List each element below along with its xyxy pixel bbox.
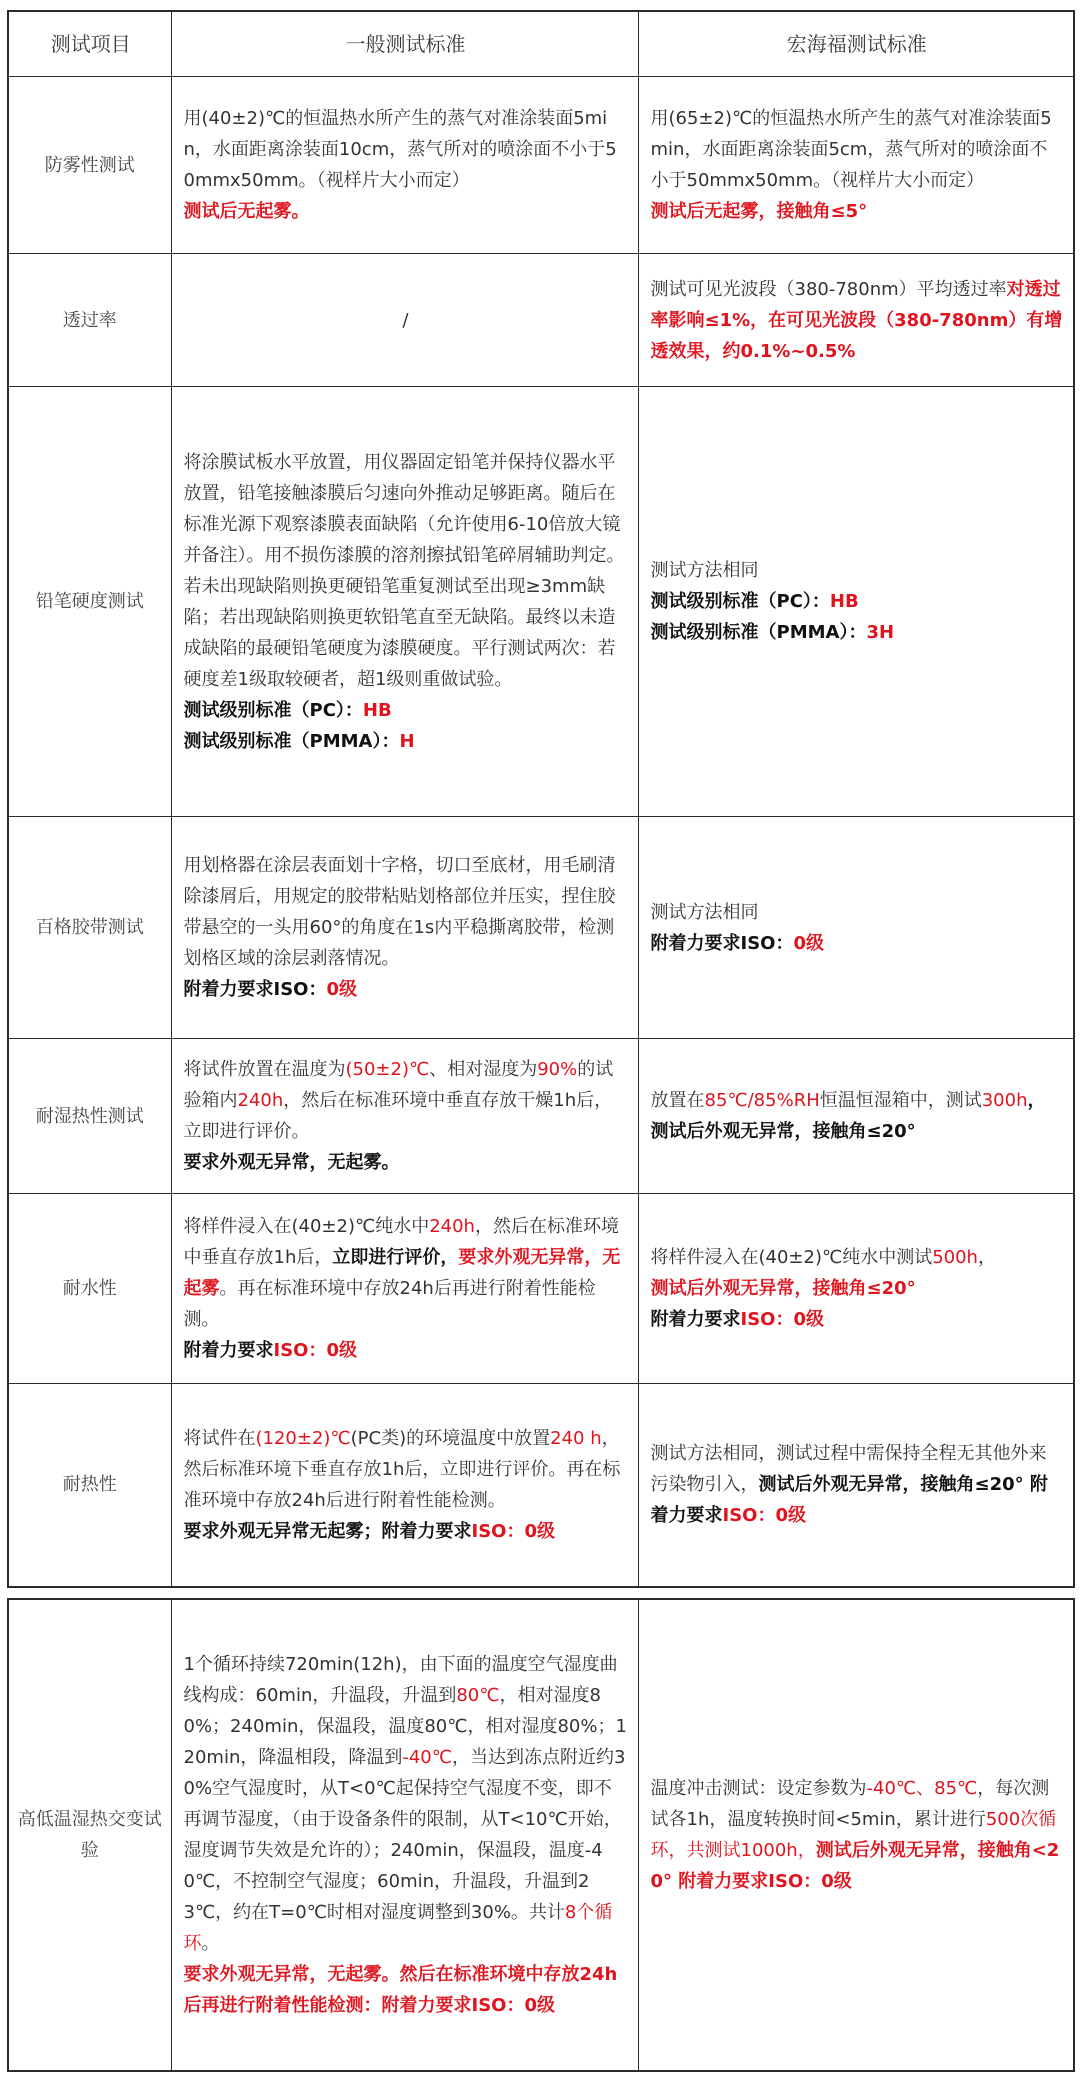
general-standard-cell bbox=[171, 77, 638, 254]
cycle-test-table bbox=[7, 1598, 1075, 2072]
table-row bbox=[8, 1599, 1074, 2071]
highlight-text: 测试后无起雾，接触角≤5° bbox=[650, 201, 868, 222]
table-body bbox=[8, 11, 1074, 1587]
general-standard-cell bbox=[171, 1194, 638, 1384]
hhf-standard-cell bbox=[638, 77, 1074, 254]
highlight-text: 0级 bbox=[326, 979, 357, 1000]
body-text: (PC类)的环境温度中放置 bbox=[350, 1427, 551, 1449]
body-text: 放置在 bbox=[650, 1090, 705, 1111]
highlight-text: 对透过率影响≤1%，在可见光波段（380-780nm）有增透效果，约0.1%~0.5% bbox=[650, 278, 1063, 362]
highlight-text: ISO：0级 bbox=[471, 1520, 555, 1542]
body-text: ，当达到冻点附近约30%空气湿度时，从T<0℃起保持空气湿度不变，即不再调节湿度，（由于设备条件的限制，从T<10℃开始，湿度调节失效是允许的）；240min，保温段，温度-40℃，不控制空气湿度；60min，升温段，升温到23℃，约在T=0℃时相对湿度调整到30%。共计 bbox=[183, 1747, 626, 1923]
hhf-standard-cell bbox=[638, 1599, 1074, 2071]
table-body bbox=[8, 1599, 1074, 2071]
table-row bbox=[8, 1384, 1074, 1587]
body-text: 测试级别标准（PC）： bbox=[183, 699, 363, 721]
highlight-text: (50±2)℃ bbox=[345, 1059, 430, 1080]
highlight-text: 要求外观无异常，无起雾。然后在标准环境中存放24h后再进行附着性能检测：附着力要求ISO：0级 bbox=[183, 1964, 618, 2016]
table-row bbox=[8, 254, 1074, 387]
body-text: 测试级别标准（PC）： bbox=[650, 591, 830, 612]
highlight-text: 8个循环 bbox=[183, 1902, 613, 1954]
body-text: / bbox=[402, 309, 409, 331]
highlight-text: 240 h bbox=[550, 1427, 602, 1449]
general-standard-cell bbox=[171, 1384, 638, 1587]
table-row bbox=[8, 1039, 1074, 1194]
highlight-text: ISO：0级 bbox=[740, 1309, 824, 1330]
highlight-text: 3H bbox=[866, 622, 895, 643]
highlight-text: 240h bbox=[237, 1090, 284, 1111]
hhf-standard-cell bbox=[638, 1384, 1074, 1587]
hhf-standard-cell bbox=[638, 1194, 1074, 1384]
body-text: 将样件浸入在(40±2)℃纯水中 bbox=[183, 1216, 430, 1237]
standards-comparison-table bbox=[7, 10, 1075, 1588]
highlight-text: HB bbox=[829, 591, 859, 612]
body-text: ，相对湿度80%；240min，保温段，温度80℃，相对湿度80%；120min，降温相段，降温到 bbox=[183, 1685, 627, 1768]
table-row bbox=[8, 77, 1074, 254]
body-text: ，然后在标准环境中垂直存放干燥1h后，立即进行评价。 bbox=[183, 1090, 613, 1142]
test-item-cell: 耐热性 bbox=[8, 1384, 171, 1587]
body-text: ，每次测试各1h，温度转换时间<5min，累计进行 bbox=[650, 1778, 1050, 1830]
body-text: 测试可见光波段（380-780nm）平均透过率 bbox=[650, 278, 1007, 300]
body-text: 附着力要求 bbox=[183, 1340, 274, 1361]
body-text: 附着力要求ISO： bbox=[650, 932, 794, 954]
test-item-cell: 铅笔硬度测试 bbox=[8, 387, 171, 817]
highlight-text: 测试后无起雾。 bbox=[183, 201, 310, 222]
general-standard-cell bbox=[171, 1599, 638, 2071]
body-text: 将样件浸入在(40±2)℃纯水中测试 bbox=[650, 1247, 933, 1268]
body-text: 、相对湿度为 bbox=[429, 1059, 538, 1080]
body-text: ，然后标准环境下垂直存放1h后，立即进行评价。再在标准环境中存放24h后进行附着性能检测。 bbox=[183, 1427, 621, 1511]
test-item-cell: 耐湿热性测试 bbox=[8, 1039, 171, 1194]
highlight-text: 240h bbox=[429, 1216, 475, 1237]
highlight-text: ISO：0级 bbox=[722, 1505, 806, 1527]
general-standard-cell bbox=[171, 254, 638, 387]
body-text: 测试方法相同 bbox=[650, 901, 759, 923]
hhf-standard-cell bbox=[638, 817, 1074, 1039]
header-test-item: 测试项目 bbox=[8, 11, 171, 77]
test-item-cell: 百格胶带测试 bbox=[8, 817, 171, 1039]
test-item-cell: 防雾性测试 bbox=[8, 77, 171, 254]
test-item-cell: 高低温湿热交变试验 bbox=[8, 1599, 171, 2071]
body-text: 测试级别标准（PMMA）： bbox=[650, 622, 867, 643]
body-text: 要求外观无异常，无起雾。 bbox=[183, 1152, 400, 1173]
body-text: 测试级别标准（PMMA）： bbox=[183, 730, 400, 752]
hhf-standard-cell bbox=[638, 387, 1074, 817]
body-text: 用划格器在涂层表面划十字格，切口至底材，用毛刷清除漆屑后，用规定的胶带粘贴划格部位并压实，捏住胶带悬空的一头用60°的角度在1s内平稳撕离胶带，检测划格区域的涂层剥落情况。 bbox=[183, 855, 616, 969]
highlight-text: 90% bbox=[537, 1059, 578, 1080]
body-text: 附着力要求 bbox=[650, 1309, 741, 1330]
body-text: 。 bbox=[201, 1933, 220, 1954]
body-text: 1个循环持续720min(12h)，由下面的温度空气湿度曲线构成：60min，升温段，升温到 bbox=[183, 1654, 618, 1706]
highlight-text: H bbox=[399, 730, 415, 752]
body-text: 附着力要求ISO： bbox=[183, 979, 327, 1000]
header-general-standard: 一般测试标准 bbox=[171, 11, 638, 77]
body-text: 测试方法相同，测试过程中需保持全程无其他外来污染物引入， bbox=[650, 1443, 1047, 1496]
highlight-text: 80℃ bbox=[456, 1685, 500, 1706]
body-text: 用(40±2)℃的恒温热水所产生的蒸气对准涂装面5min，水面距离涂装面10cm，蒸气所对的喷涂面不小于50mmx50mm。（视样片大小而定） bbox=[183, 108, 617, 191]
body-text: 将试件放置在温度为 bbox=[183, 1059, 346, 1080]
highlight-text: -40℃、85℃ bbox=[866, 1778, 978, 1799]
body-text: 温度冲击测试：设定参数为 bbox=[650, 1778, 867, 1799]
highlight-text: 85℃/85%RH bbox=[704, 1090, 820, 1111]
highlight-text: -40℃ bbox=[402, 1747, 452, 1768]
highlight-text: 500h bbox=[932, 1247, 978, 1268]
general-standard-cell bbox=[171, 1039, 638, 1194]
body-text: 恒温恒湿箱中，测试 bbox=[819, 1090, 982, 1111]
general-standard-cell bbox=[171, 387, 638, 817]
highlight-text: 500次循环，共测试1000h， bbox=[650, 1809, 1057, 1861]
hhf-standard-cell bbox=[638, 254, 1074, 387]
body-text: ，然后在标准环境中垂直存放1h后， bbox=[183, 1216, 619, 1268]
test-item-cell: 耐水性 bbox=[8, 1194, 171, 1384]
table-header-row bbox=[8, 11, 1074, 77]
table-row bbox=[8, 1194, 1074, 1384]
body-text: 测试后外观无异常，接触角≤20° 附着力要求 bbox=[650, 1474, 1048, 1527]
body-text: 立即进行评价， bbox=[332, 1247, 459, 1268]
body-text: 将涂膜试板水平放置，用仪器固定铅笔并保持仪器水平放置，铅笔接触漆膜后匀速向外推动足够距离。随后在标准光源下观察漆膜表面缺陷（允许使用6-10倍放大镜并备注）。用不损伤漆膜的溶剂擦拭铅笔碎屑辅助判定。若未出现缺陷则换更硬铅笔重复测试至出现≥3mm缺陷；若出现缺陷则换更软铅笔直至无缺陷。最终以未造成缺陷的最硬铅笔硬度为漆膜硬度。平行测试两次：若硬度差1级取较硬者，超1级则重做试验。 bbox=[183, 451, 625, 690]
body-text: ，测试后外观无异常，接触角≤20° bbox=[650, 1090, 1046, 1142]
highlight-text: ISO：0级 bbox=[273, 1340, 357, 1361]
highlight-text: 测试后外观无异常，接触角≤20° bbox=[650, 1278, 916, 1299]
highlight-text: 要求外观无异常，无起雾 bbox=[183, 1247, 621, 1299]
highlight-text: 0级 bbox=[793, 932, 824, 954]
body-text: 的试验箱内 bbox=[183, 1059, 614, 1111]
body-text: 将试件在 bbox=[183, 1427, 256, 1449]
body-text: 测试方法相同 bbox=[650, 560, 759, 581]
body-text: 要求外观无异常无起雾；附着力要求 bbox=[183, 1520, 472, 1542]
highlight-text: HB bbox=[362, 699, 392, 721]
hhf-standard-cell bbox=[638, 1039, 1074, 1194]
table-row bbox=[8, 817, 1074, 1039]
highlight-text: (120±2)℃ bbox=[255, 1427, 351, 1449]
test-item-cell: 透过率 bbox=[8, 254, 171, 387]
body-text: 用(65±2)℃的恒温热水所产生的蒸气对准涂装面5min，水面距离涂装面5cm，蒸气所对的喷涂面不小于50mmx50mm。（视样片大小而定） bbox=[650, 108, 1052, 191]
highlight-text: 测试后外观无异常，接触角<20° 附着力要求ISO：0级 bbox=[650, 1840, 1060, 1892]
body-text: 。再在标准环境中存放24h后再进行附着性能检测。 bbox=[183, 1278, 596, 1330]
general-standard-cell bbox=[171, 817, 638, 1039]
header-hhf-standard: 宏海福测试标准 bbox=[638, 11, 1074, 77]
table-row bbox=[8, 387, 1074, 817]
body-text: ， bbox=[977, 1247, 996, 1268]
highlight-text: 300h bbox=[981, 1090, 1028, 1111]
